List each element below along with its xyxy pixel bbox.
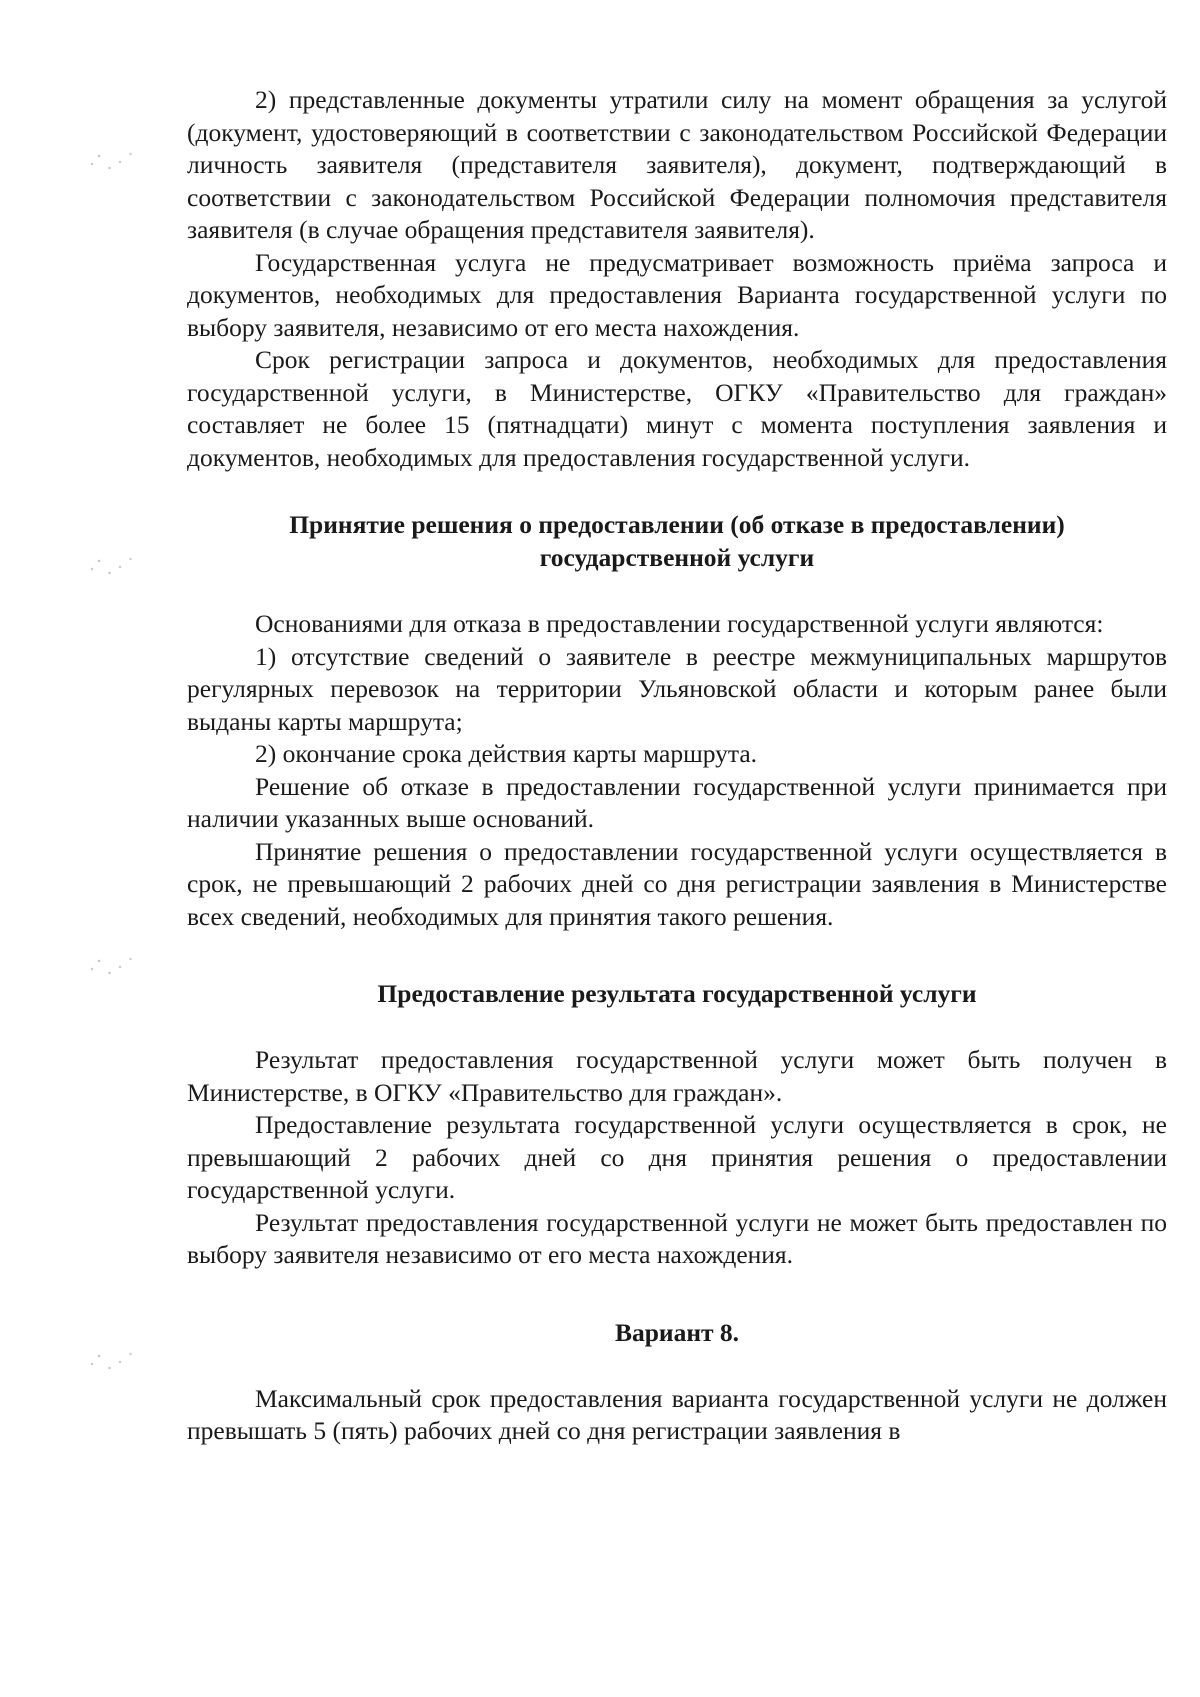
section-heading-line: Принятие решения о предоставлении (об отказе в предоставлении) xyxy=(289,510,1065,539)
paragraph: Государственная услуга не предусматривает возможность приёма запроса и документов, необходимых для предоставления Варианта государственной услуги по выбору заявителя, независимо от его места нахождения. xyxy=(187,247,1167,342)
paragraph: Максимальный срок предоставления варианта государственной услуги не должен превышать 5 (пять) рабочих дней со дня регистрации заявления в xyxy=(187,1383,1167,1445)
paragraph: Основаниями для отказа в предоставлении государственной услуги являются: xyxy=(255,609,1104,638)
scan-speck xyxy=(78,945,148,985)
paragraph: Результат предоставления государственной услуги может быть получен в Министерстве, в ОГКУ «Правительство для граждан». xyxy=(187,1045,1167,1107)
list-item: 2) окончание срока действия карты маршрута. xyxy=(255,739,758,768)
paragraph: Решение об отказе в предоставлении государственной услуги принимается при наличии указанных выше оснований. xyxy=(187,771,1167,833)
section-heading-result: Предоставление результата государственной услуги xyxy=(377,979,977,1008)
scan-speck xyxy=(78,140,148,180)
document-page xyxy=(187,84,1167,1448)
scan-speck xyxy=(78,1340,148,1380)
section-heading-decision xyxy=(187,508,1167,574)
paragraph: Срок регистрации запроса и документов, необходимых для предоставления государственной услуги, в Министерстве, ОГКУ «Правительство для граждан» составляет не более 15 (пятнадцати) минут с момента поступления заявления и документов, необходимых для предоставления государственной услуги. xyxy=(187,345,1167,472)
paragraph: Принятие решения о предоставлении государственной услуги осуществляется в срок, не превышающий 2 рабочих дней со дня регистрации заявления в Министерстве всех сведений, необходимых для принятия такого решения. xyxy=(187,836,1167,931)
list-item: 1) отсутствие сведений о заявителе в реестре межмуниципальных маршрутов регулярных перевозок на территории Ульяновской области и которым ранее были выданы карты маршрута; xyxy=(187,641,1167,736)
section-heading-line: государственной услуги xyxy=(539,543,815,572)
scan-speck xyxy=(78,545,148,585)
paragraph: Результат предоставления государственной услуги не может быть предоставлен по выбору заявителя независимо от его места нахождения. xyxy=(187,1207,1167,1269)
section-heading-variant: Вариант 8. xyxy=(614,1317,740,1347)
paragraph: Предоставление результата государственной услуги осуществляется в срок, не превышающий 2 рабочих дней со дня принятия решения о предоставлении государственной услуги. xyxy=(187,1110,1167,1204)
paragraph: 2) представленные документы утратили силу на момент обращения за услугой (документ, удостоверяющий в соответствии с законодательством Российской Федерации личность заявителя (представителя заявителя), документ, подтверждающий в соответствии с законодательством Российской Федерации полномочия представителя заявителя (в случае обращения представителя заявителя). xyxy=(187,85,1167,244)
